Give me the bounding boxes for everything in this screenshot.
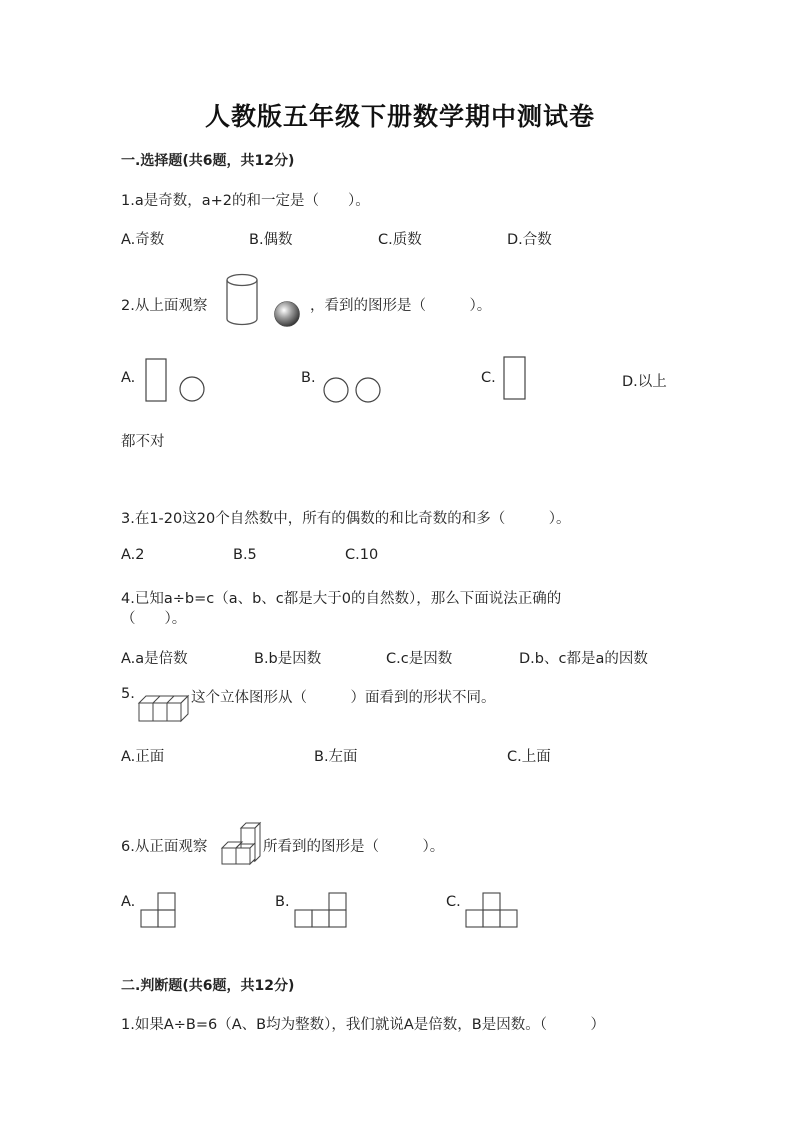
cube-row-figure (138, 695, 190, 723)
q6-option-c[interactable]: C. (446, 894, 461, 910)
q5-option-a[interactable]: A.正面 (121, 749, 165, 765)
q2-option-c-figure (503, 356, 527, 402)
q3-option-c[interactable]: C.10 (345, 547, 379, 563)
q6-option-a[interactable]: A. (121, 894, 136, 910)
q5-option-b[interactable]: B.左面 (314, 749, 358, 765)
q2-option-b-figure (322, 376, 384, 404)
q6-option-b[interactable]: B. (275, 894, 290, 910)
sphere-figure (273, 300, 301, 328)
q1-option-c[interactable]: C.质数 (378, 232, 422, 248)
q1-option-d[interactable]: D.合数 (507, 232, 552, 248)
q6-option-a-figure (140, 892, 178, 930)
question-2-prefix: 2.从上面观察 (121, 298, 208, 314)
q5-option-c[interactable]: C.上面 (507, 749, 551, 765)
q2-option-d[interactable]: D.以上 (622, 374, 667, 390)
q2-option-a[interactable]: A. (121, 370, 136, 386)
question-6-prefix: 6.从正面观察 (121, 839, 208, 855)
question-2-suffix: ，看到的图形是（ ）。 (310, 298, 492, 314)
cylinder-figure (225, 273, 259, 327)
q2-option-d-continuation: 都不对 (121, 434, 165, 450)
page-title: 人教版五年级下册数学期中测试卷 (204, 102, 595, 131)
question-1: 1.a是奇数，a+2的和一定是（ ）。 (121, 193, 370, 209)
question-4-line2: （ ）。 (121, 611, 187, 627)
q1-option-a[interactable]: A.奇数 (121, 232, 165, 248)
section-heading-judgement: 二.判断题(共6题，共12分) (121, 978, 295, 994)
q2-option-b[interactable]: B. (301, 370, 316, 386)
q3-option-a[interactable]: A.2 (121, 547, 145, 563)
q2-option-c[interactable]: C. (481, 370, 496, 386)
judgement-question-1: 1.如果A÷B=6（A、B均为整数），我们就说A是倍数，B是因数。（ ） (121, 1017, 605, 1033)
question-4-line1: 4.已知a÷b=c（a、b、c都是大于0的自然数），那么下面说法正确的 (121, 591, 562, 607)
q4-option-c[interactable]: C.c是因数 (386, 651, 453, 667)
q4-option-b[interactable]: B.b是因数 (254, 651, 322, 667)
q4-option-a[interactable]: A.a是倍数 (121, 651, 188, 667)
q4-option-d[interactable]: D.b、c都是a的因数 (519, 651, 648, 667)
question-5-prefix: 5. (121, 686, 135, 702)
question-3: 3.在1-20这20个自然数中，所有的偶数的和比奇数的和多（ ）。 (121, 511, 571, 527)
q3-option-b[interactable]: B.5 (233, 547, 257, 563)
q6-option-b-figure (294, 892, 350, 930)
question-6-suffix: 所看到的图形是（ ）。 (263, 839, 445, 855)
q1-option-b[interactable]: B.偶数 (249, 232, 293, 248)
section-heading-choice: 一.选择题(共6题，共12分) (121, 153, 295, 169)
q6-option-c-figure (465, 892, 521, 930)
q2-option-a-figure (145, 358, 211, 404)
question-5-suffix: 这个立体图形从（ ）面看到的形状不同。 (191, 690, 496, 706)
cube-stack-figure (219, 822, 263, 868)
